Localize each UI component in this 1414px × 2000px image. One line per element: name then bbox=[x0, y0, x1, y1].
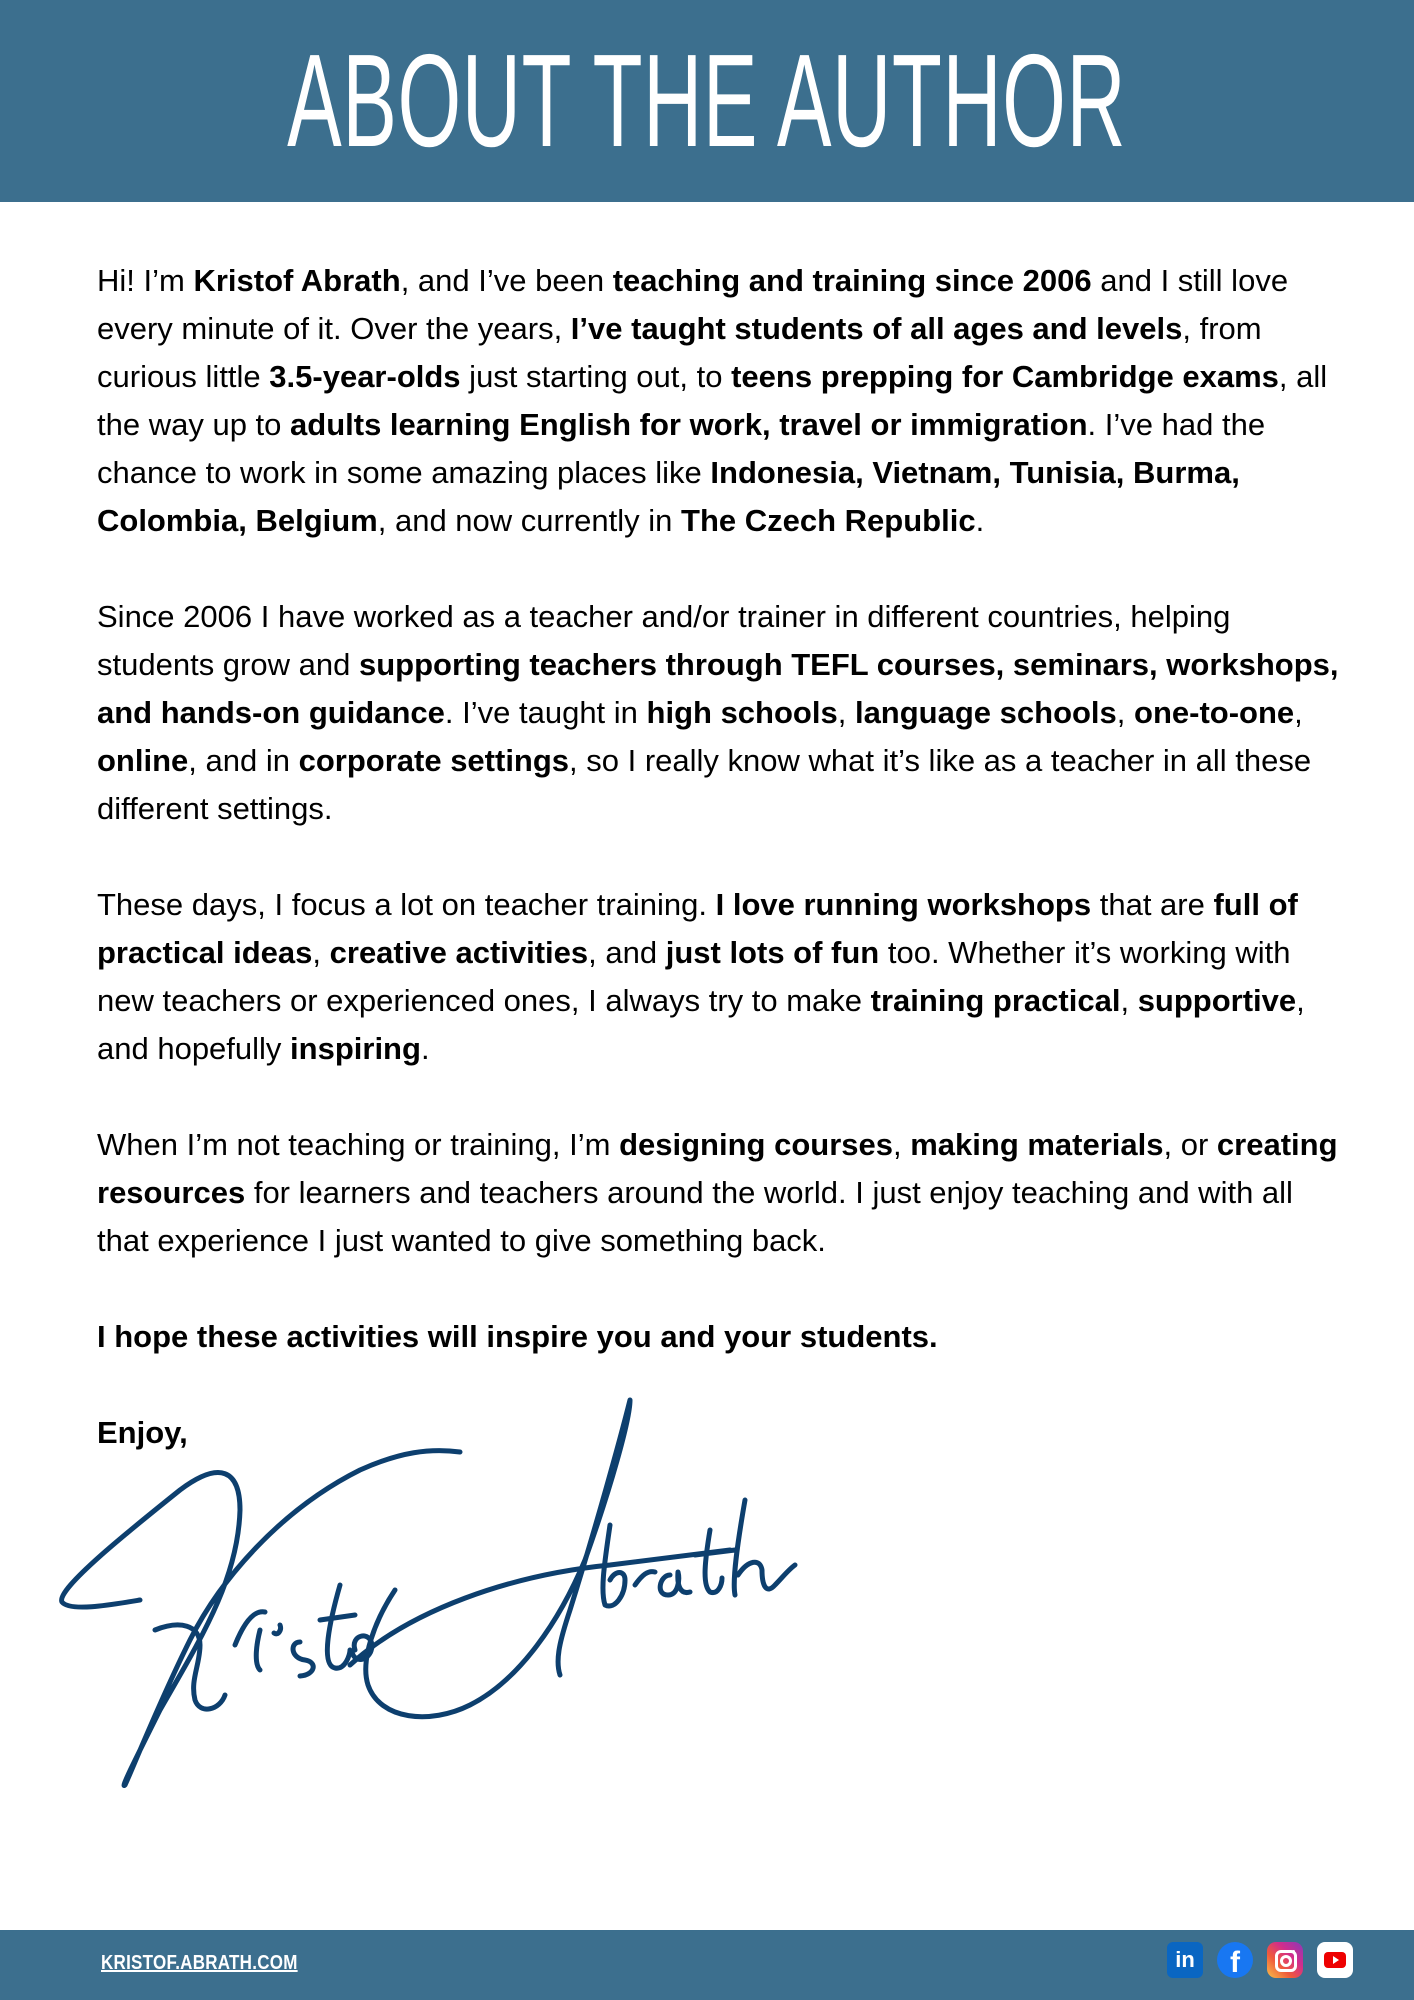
text: , bbox=[1294, 695, 1303, 730]
bold-text: making materials bbox=[910, 1127, 1164, 1162]
text: Since 2006 I have worked as a teacher and/or trainer in different countries, helping students grow and bbox=[97, 599, 1231, 682]
text: When I’m not teaching or training, I’m bbox=[97, 1127, 620, 1162]
closing-line: I hope these activities will inspire you and your students. bbox=[97, 1319, 938, 1354]
bio-paragraph bbox=[97, 257, 1347, 545]
text: , all the way up to bbox=[97, 359, 1328, 442]
bold-text: high schools bbox=[646, 695, 838, 730]
bold-text: language schools bbox=[854, 695, 1117, 730]
bio-paragraph bbox=[97, 1121, 1347, 1265]
text: , bbox=[1116, 695, 1135, 730]
bold-text: Indonesia, Vietnam, Tunisia, Burma, Colombia, Belgium bbox=[97, 455, 1240, 538]
text: . I’ve had the chance to work in some amazing places like bbox=[97, 407, 1266, 490]
bold-text: full of practical ideas bbox=[97, 887, 1298, 970]
text: just starting out, to bbox=[460, 359, 732, 394]
website-link[interactable]: KRISTOF.ABRATH.COM bbox=[101, 1952, 298, 1974]
youtube-icon[interactable] bbox=[1317, 1942, 1353, 1978]
text: , and hopefully bbox=[97, 983, 1305, 1066]
text: , and now currently in bbox=[377, 503, 682, 538]
text: , bbox=[1120, 983, 1138, 1018]
bold-text: supporting teachers through TEFL courses, seminars, workshops, and hands-on guidance bbox=[97, 647, 1339, 730]
instagram-icon[interactable] bbox=[1267, 1942, 1303, 1978]
author-bio bbox=[97, 257, 1347, 1505]
text: , so I really know what it’s like as a teacher in all these different settings. bbox=[97, 743, 1312, 826]
footer bbox=[0, 1930, 1414, 2000]
text: , and I’ve been bbox=[400, 263, 613, 298]
text: that are bbox=[1091, 887, 1214, 922]
text: . bbox=[420, 1031, 430, 1066]
bold-text: Kristof Abrath bbox=[193, 263, 401, 298]
page-title: ABOUT THE AUTHOR bbox=[287, 27, 1127, 174]
bold-text: just lots of fun bbox=[665, 935, 880, 970]
text: , and in bbox=[188, 743, 299, 778]
bold-text: creating resources bbox=[97, 1127, 1338, 1210]
signature-stroke bbox=[62, 1451, 460, 1786]
bold-text: one-to-one bbox=[1134, 695, 1295, 730]
signature bbox=[50, 1380, 890, 1800]
bold-text: supportive bbox=[1137, 983, 1297, 1018]
text: , or bbox=[1163, 1127, 1217, 1162]
signature-stroke bbox=[350, 1550, 730, 1665]
text: too. Whether it’s working with new teachers or experienced ones, I always try to make bbox=[97, 935, 1291, 1018]
bio-paragraph bbox=[97, 881, 1347, 1073]
linkedin-icon[interactable]: in bbox=[1167, 1942, 1203, 1978]
bold-text: I’ve taught students of all ages and levels bbox=[570, 311, 1183, 346]
bold-text: I love running workshops bbox=[715, 887, 1092, 922]
sign-off: Enjoy, bbox=[97, 1415, 188, 1450]
bold-text: training practical bbox=[870, 983, 1121, 1018]
bold-text: 3.5-year-olds bbox=[269, 359, 461, 394]
bold-text: adults learning English for work, travel or immigration bbox=[290, 407, 1088, 442]
text: . I’ve taught in bbox=[444, 695, 647, 730]
text: Hi! I’m bbox=[97, 263, 194, 298]
signature-stroke bbox=[366, 1400, 630, 1717]
signature-stroke bbox=[603, 1500, 795, 1606]
text: for learners and teachers around the world. I just enjoy teaching and with all that experience I just wanted to give something back. bbox=[97, 1175, 1293, 1258]
bold-text: creative activities bbox=[329, 935, 589, 970]
text: and I still love every minute of it. Over the years, bbox=[97, 263, 1289, 346]
bold-text: teaching and training since 2006 bbox=[612, 263, 1092, 298]
text: , bbox=[312, 935, 330, 970]
text: , and bbox=[588, 935, 666, 970]
header-banner bbox=[0, 0, 1414, 202]
text: , bbox=[837, 695, 855, 730]
text: , bbox=[892, 1127, 911, 1162]
bold-text: corporate settings bbox=[298, 743, 570, 778]
text: These days, I focus a lot on teacher training. bbox=[97, 887, 716, 922]
facebook-icon[interactable]: f bbox=[1217, 1942, 1253, 1978]
bold-text: inspiring bbox=[290, 1031, 421, 1066]
text: , from curious little bbox=[97, 311, 1262, 394]
bold-text: The Czech Republic bbox=[681, 503, 976, 538]
bold-text: teens prepping for Cambridge exams bbox=[731, 359, 1279, 394]
bold-text: designing courses bbox=[619, 1127, 893, 1162]
text: . bbox=[975, 503, 985, 538]
bio-paragraph bbox=[97, 593, 1347, 833]
bold-text: online bbox=[97, 743, 189, 778]
social-links bbox=[1167, 1942, 1353, 1978]
